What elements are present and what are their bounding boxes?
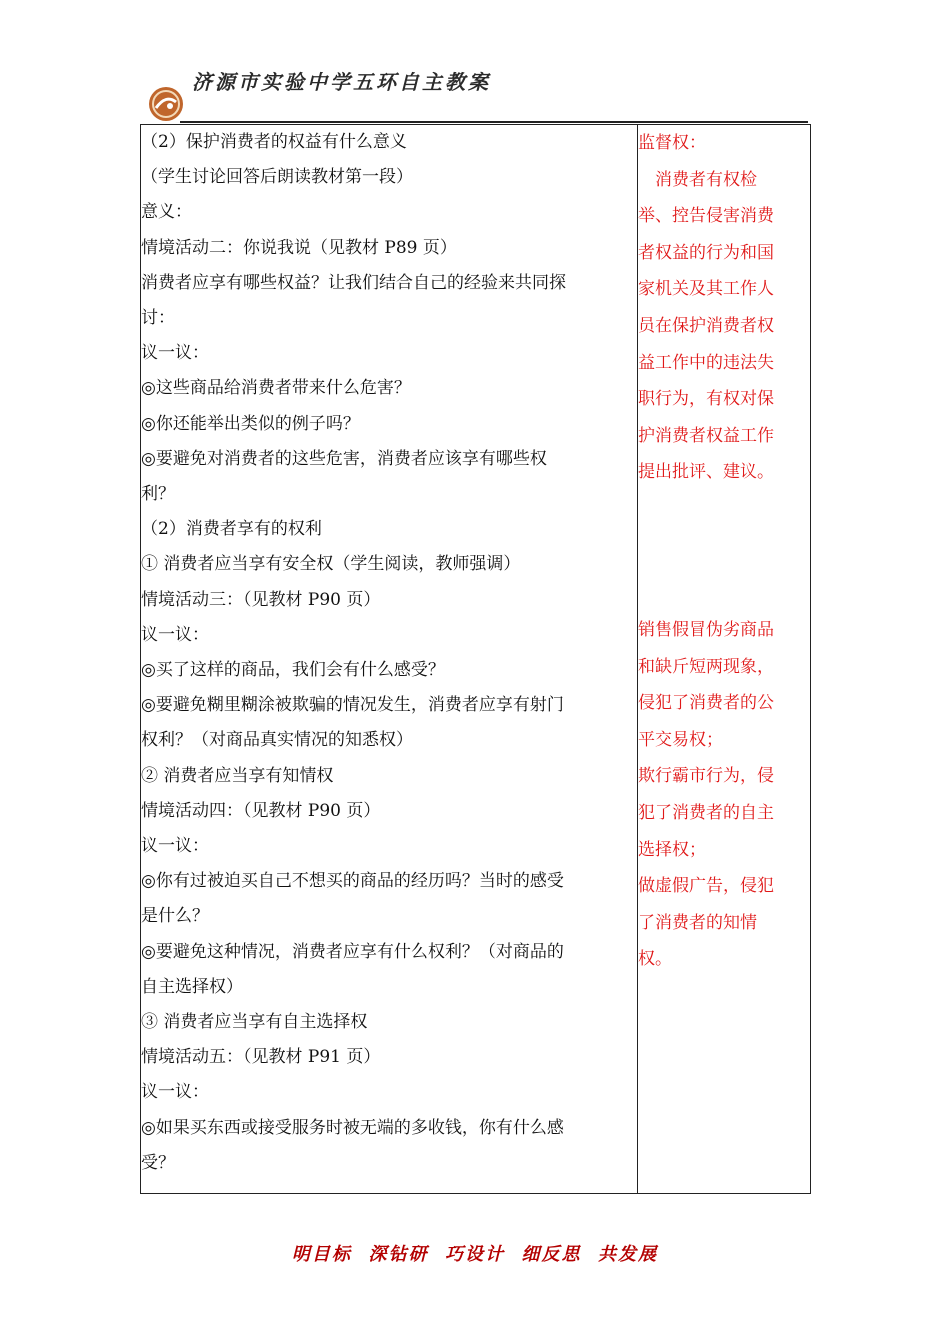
text-line: 议一议： <box>141 1082 209 1103</box>
text-line: ◎要避免这种情况，消费者应享有什么权利？（对商品的 <box>141 941 564 962</box>
school-title: 济源市实验中学五环自主教案 <box>192 70 491 94</box>
text-line: ◎要避免糊里糊涂被欺骗的情况发生，消费者应享有射门 <box>141 695 564 716</box>
text-line: 意义： <box>141 202 192 223</box>
text-line: 犯了消费者的自主 <box>638 802 774 823</box>
text-line: 员在保护消费者权 <box>638 315 774 336</box>
text-line: 选择权； <box>638 839 706 860</box>
text-line: 欺行霸市行为，侵 <box>638 766 774 787</box>
text-line: 职行为，有权对保 <box>638 389 774 410</box>
text-line: 情境活动五：（见教材 P91 页） <box>141 1047 381 1068</box>
text-line: 者权益的行为和国 <box>638 242 774 263</box>
text-line: 权。 <box>638 949 672 970</box>
text-line: 自主选择权） <box>141 976 243 997</box>
side-notes-supervision <box>638 125 810 491</box>
text-line: 权利？（对商品真实情况的知悉权） <box>141 730 413 751</box>
text-line: 家机关及其工作人 <box>638 279 774 300</box>
text-line: （2）保护消费者的权益有什么意义 <box>141 132 407 152</box>
text-line: （学生讨论回答后朗读教材第一段） <box>141 167 413 188</box>
text-line: （2）消费者享有的权利 <box>141 519 322 540</box>
text-line: 做虚假广告，侵犯 <box>638 876 774 897</box>
text-line: 监督权： <box>638 133 706 153</box>
text-line: ◎你还能举出类似的例子吗？ <box>141 413 360 434</box>
footer-motto: 明目标 深钻研 巧设计 细反思 共发展 <box>291 1244 659 1265</box>
text-line: ① 消费者应当享有安全权（学生阅读，教师强调） <box>141 554 521 575</box>
text-line: ◎买了这样的商品，我们会有什么感受？ <box>141 660 445 681</box>
text-line: 了消费者的知情 <box>638 912 757 933</box>
text-line: 护消费者权益工作 <box>638 425 774 446</box>
text-line: ◎如果买东西或接受服务时被无端的多收钱，你有什么感 <box>141 1117 564 1138</box>
text-line: ◎这些商品给消费者带来什么危害？ <box>141 378 411 399</box>
text-line: 情境活动四：（见教材 P90 页） <box>141 800 381 821</box>
text-line: 议一议： <box>141 343 209 364</box>
text-line: 提出批评、建议。 <box>638 462 774 483</box>
text-line: 消费者应享有哪些权益？让我们结合自己的经验来共同探 <box>141 272 566 293</box>
page-header <box>140 58 808 124</box>
main-lines <box>141 125 637 1181</box>
text-line: 情境活动三：（见教材 P90 页） <box>141 589 381 610</box>
side-notes-cell <box>638 125 811 1194</box>
text-line: 议一议： <box>141 836 209 857</box>
main-content-cell <box>141 125 638 1194</box>
text-line: 消费者有权检 <box>638 169 757 190</box>
text-line: 是什么？ <box>141 906 209 927</box>
text-line: ◎你有过被迫买自己不想买的商品的经历吗？当时的感受 <box>141 871 564 892</box>
text-line: 利？ <box>141 484 175 505</box>
header-rule <box>180 121 808 123</box>
side-gap <box>638 491 810 612</box>
text-line: 侵犯了消费者的公 <box>638 693 774 714</box>
text-line: 益工作中的违法失 <box>638 352 774 373</box>
text-line: 讨： <box>141 308 175 329</box>
text-line: 议一议： <box>141 624 209 645</box>
text-line: ③ 消费者应当享有自主选择权 <box>141 1012 368 1033</box>
lesson-plan-table <box>140 124 811 1194</box>
text-line: 受？ <box>141 1152 175 1173</box>
side-notes-violations <box>638 612 810 978</box>
text-line: ◎要避免对消费者的这些危害，消费者应该享有哪些权 <box>141 448 547 469</box>
text-line: 和缺斤短两现象， <box>638 656 774 677</box>
text-line: 平交易权； <box>638 729 723 750</box>
text-line: 情境活动二：你说我说（见教材 P89 页） <box>141 237 457 258</box>
school-logo-icon <box>148 86 184 122</box>
text-line: 举、控告侵害消费 <box>638 206 774 227</box>
text-line: ② 消费者应当享有知情权 <box>141 765 334 786</box>
text-line: 销售假冒伪劣商品 <box>638 619 774 640</box>
